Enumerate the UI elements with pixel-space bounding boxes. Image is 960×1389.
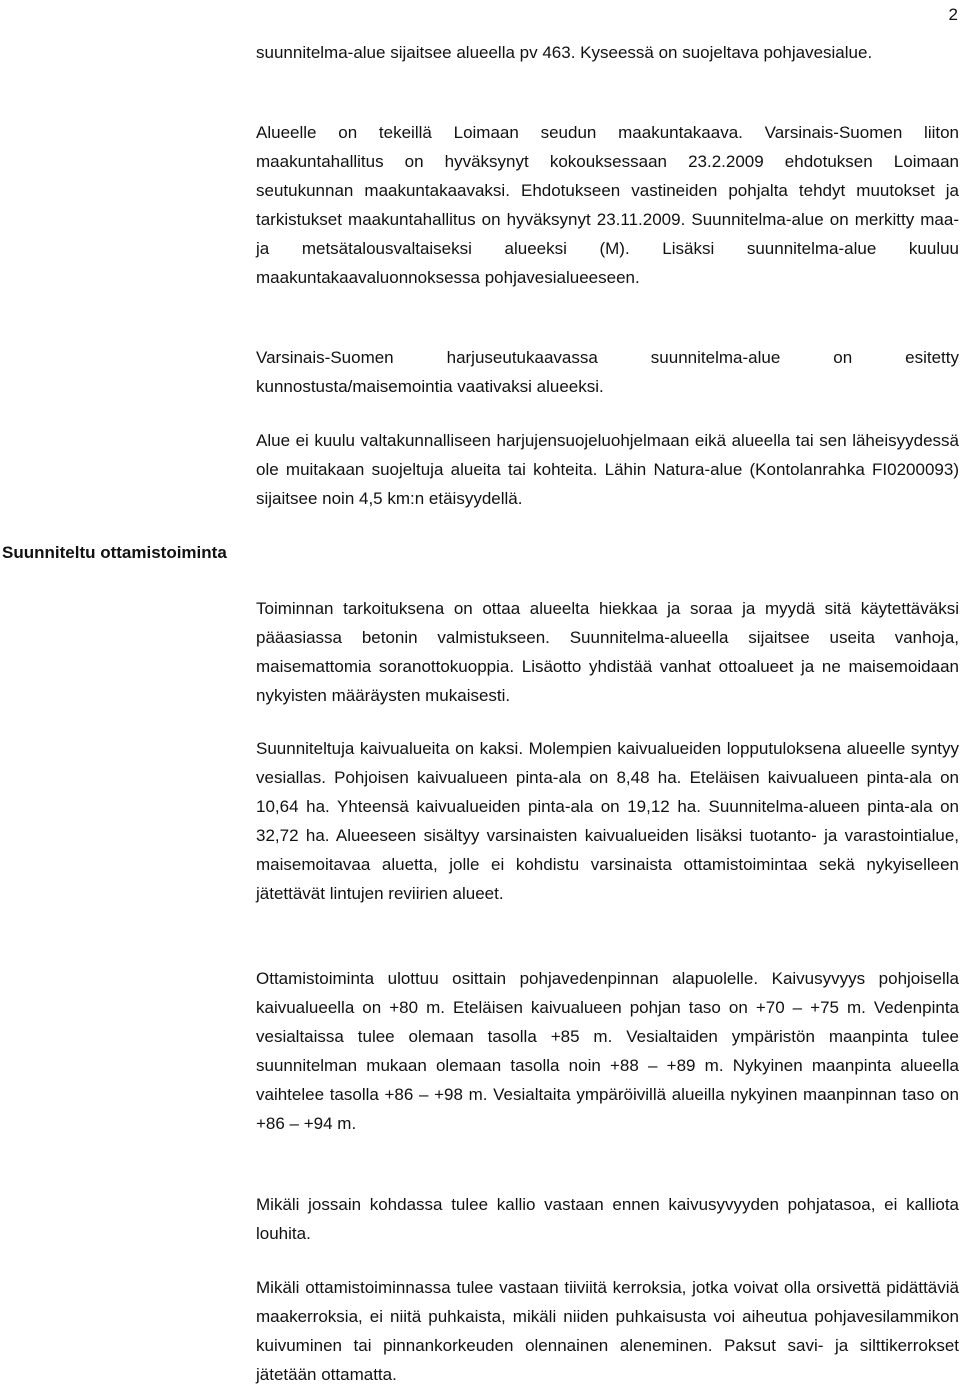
body-text-column	[256, 118, 959, 292]
paragraph-extraction-areas: Suunniteltuja kaivualueita on kaksi. Molempien kaivualueiden lopputuloksena alueelle syntyy vesiallas. Pohjoisen kaivualueen pinta-ala on 8,48 ha. Eteläisen kaivualueen pinta-ala on 10,64 ha. Yhteensä kaivualueiden pinta-ala on 19,12 ha. Suunnitelma-alueen pinta-ala on 32,72 ha. Alueeseen sisältyy varsinaisten kaivualueiden lisäksi tuotanto- ja varastointialue, maisemoitavaa aluetta, jolle ei kohdistu varsinaista ottamistoimintaa sekä nykyiselleen jätettävät lintujen reviirien alueet.	[256, 739, 959, 903]
section-heading: Suunniteltu ottamistoiminta	[2, 543, 227, 562]
paragraph-natura-area: Alue ei kuulu valtakunnalliseen harjujensuojeluohjelmaan eikä alueella tai sen läheisyydessä ole muitakaan suojeltuja alueita tai kohteita. Lähin Natura-alue (Kontolanrahka FI0200093) sijaitsee noin 4,5 km:n etäisyydellä.	[256, 431, 959, 508]
body-text-column	[256, 1273, 959, 1389]
body-text-column	[256, 426, 959, 513]
body-text-column	[256, 594, 959, 710]
paragraph-bedrock: Mikäli jossain kohdassa tulee kallio vastaan ennen kaivusyvyyden pohjatasoa, ei kalliota louhita.	[256, 1195, 959, 1243]
body-text-column	[256, 343, 959, 401]
paragraph-extraction-depth: Ottamistoiminta ulottuu osittain pohjavedenpinnan alapuolelle. Kaivusyvyys pohjoisella kaivualueella on +80 m. Eteläisen kaivualueen pohjan taso on +70 – +75 m. Vedenpinta vesialtaissa tulee olemaan tasolla +85 m. Vesialtaiden ympäristön maanpinta tulee suunnitelman mukaan olemaan tasolla noin +88 – +89 m. Nykyinen maanpinta alueella vaihtelee tasolla +86 – +98 m. Vesialtaita ympäröivillä alueilla nykyinen maanpinnan taso on +86 – +94 m.	[256, 969, 959, 1133]
paragraph-ridge-plan: Varsinais-Suomen harjuseutukaavassa suunnitelma-alue on esitetty kunnostusta/maisemointia vaativaksi alueeksi.	[256, 348, 959, 396]
paragraph-dense-layers: Mikäli ottamistoiminnassa tulee vastaan tiiviitä kerroksia, jotka voivat olla orsivettä pidättäviä maakerroksia, ei niitä puhkaista, mikäli niiden puhkaisusta voi aiheutua pohjavesilammikon kuivuminen tai pinnankorkeuden olennainen aleneminen. Paksut savi- ja silttikerrokset jätetään ottamatta.	[256, 1278, 959, 1384]
body-text-column	[256, 734, 959, 908]
body-text-column	[256, 38, 959, 67]
paragraph-regional-plan: Alueelle on tekeillä Loimaan seudun maakuntakaava. Varsinais-Suomen liiton maakuntahallitus on hyväksynyt kokouksessaan 23.2.2009 ehdotuksen Loimaan seutukunnan maakuntakaavaksi. Ehdotukseen vastineiden pohjalta tehdyt muutokset ja tarkistukset maakuntahallitus on hyväksynyt 23.11.2009. Suunnitelma-alue on merkitty maa- ja metsätalousvaltaiseksi alueeksi (M). Lisäksi suunnitelma-alue kuuluu maakuntakaavaluonnoksessa pohjavesialueeseen.	[256, 123, 959, 287]
body-text-column	[256, 1190, 959, 1248]
paragraph-groundwater-area: suunnitelma-alue sijaitsee alueella pv 463. Kyseessä on suojeltava pohjavesialue.	[256, 43, 873, 62]
paragraph-purpose: Toiminnan tarkoituksena on ottaa alueelta hiekkaa ja soraa ja myydä sitä käytettäväksi pääasiassa betonin valmistukseen. Suunnitelma-alueella sijaitsee useita vanhoja, maisemattomia soranottokuoppia. Lisäotto yhdistää vanhat ottoalueet ja ne maisemoidaan nykyisten määräysten mukaisesti.	[256, 599, 959, 705]
body-text-column	[256, 964, 959, 1138]
page-number: 2	[948, 5, 958, 24]
